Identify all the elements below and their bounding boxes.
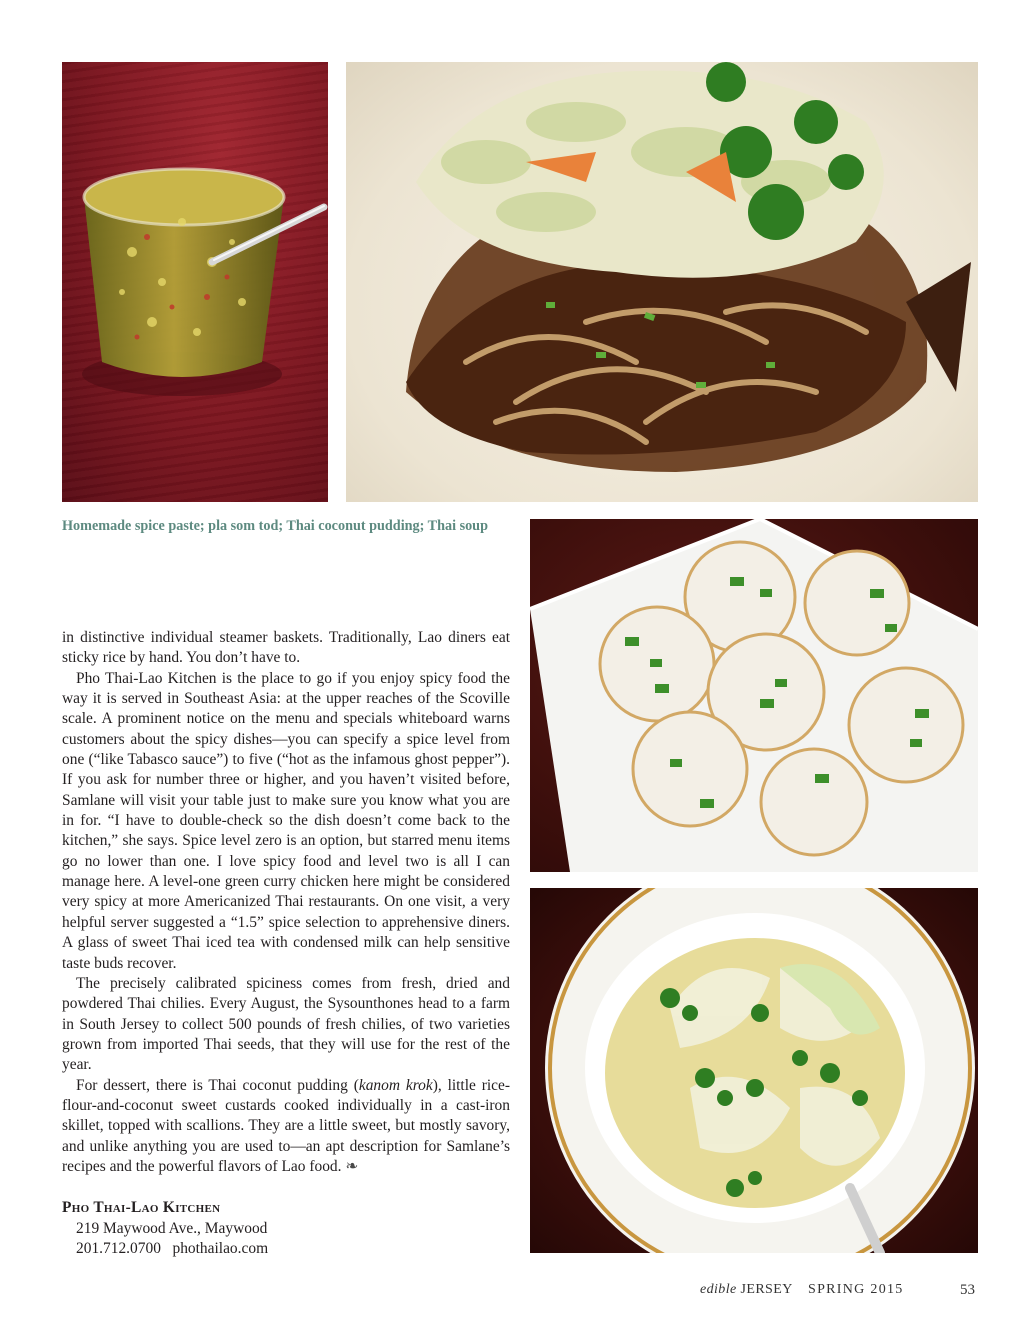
pla-som-tod-photo — [346, 62, 978, 502]
article-paragraph: Pho Thai-Lao Kitchen is the place to go if you enjoy spicy food the way it is served in Southeast Asia: at the upper reaches of the Scoville scale. A prominent notice on the menu and specials whiteboard warns customers about the spicy dishes—you can specify a spice level from one (“like Tabasco sauce”) to five (“hot as the infamous ghost pepper”). If you ask for number three or higher, and you haven’t visited before, Samlane will visit your table just to make sure you know what you are in for. “I have to double-check so the dish doesn’t come back to the kitchen,” she says. Spice level zero is an option, but starred menu items go no lower than one. I love spicy food and level two is all I can manage here. A level-one green curry chicken here might be considered very spicy at more Americanized Thai restaurants. On one visit, a very helpful server suggested a “1.5” spice selection to apprehensive diners. A glass of sweet Thai iced tea with condensed milk can help sensitive taste buds recover. — [62, 669, 510, 972]
thai-soup-photo — [530, 888, 978, 1253]
spice-paste-photo — [62, 62, 328, 502]
restaurant-name: Pho Thai-Lao Kitchen — [62, 1199, 221, 1216]
article-paragraph: The precisely calibrated spiciness comes from fresh, dried and powdered Thai chilies. Every August, the Sysounthones head to a farm in South Jersey to collect 500 pounds of fresh chilies, of two varieties grown from imported Thai seeds, that they will use for the rest of the year. — [62, 974, 510, 1074]
article-paragraph — [62, 1076, 510, 1178]
restaurant-street: 219 Maywood Ave., Maywood — [76, 1219, 268, 1237]
photo-caption: Homemade spice paste; pla som tod; Thai coconut pudding; Thai soup — [62, 518, 488, 534]
magazine-name-rest: JERSEY — [740, 1282, 793, 1297]
thai-soup-illustration — [530, 888, 978, 1253]
article-paragraph: in distinctive individual steamer baskets. Traditionally, Lao diners eat sticky rice by hand. You don’t have to. — [62, 629, 510, 667]
coconut-pudding-illustration — [530, 519, 978, 872]
issue-label: SPRING 2015 — [808, 1282, 904, 1297]
text-run: ), little rice-flour-and-coconut sweet custards cooked individually in a cast-iron skillet, topped with scallions. They are a little sweet, but mostly savory, and unlike anything you are used to—an apt description for Samlane’s recipes and the powerful flavors of Lao food. — [62, 1076, 510, 1175]
spice-paste-illustration — [62, 62, 328, 502]
article-body — [62, 628, 510, 1177]
fleuron-icon: ❧ — [345, 1157, 359, 1175]
restaurant-phone: 201.712.0700 — [76, 1240, 161, 1257]
coconut-pudding-photo — [530, 519, 978, 872]
restaurant-info — [62, 1198, 482, 1260]
restaurant-website: phothailao.com — [172, 1240, 269, 1257]
magazine-name — [700, 1282, 793, 1298]
italic-term: kanom krok — [358, 1076, 433, 1094]
text-run: For dessert, there is Thai coconut pudding ( — [76, 1076, 359, 1094]
page-footer — [0, 1282, 1024, 1304]
restaurant-contact — [62, 1239, 482, 1260]
page-number: 53 — [960, 1282, 975, 1298]
fish-dish-illustration — [346, 62, 978, 502]
magazine-name-italic: edible — [700, 1282, 737, 1297]
